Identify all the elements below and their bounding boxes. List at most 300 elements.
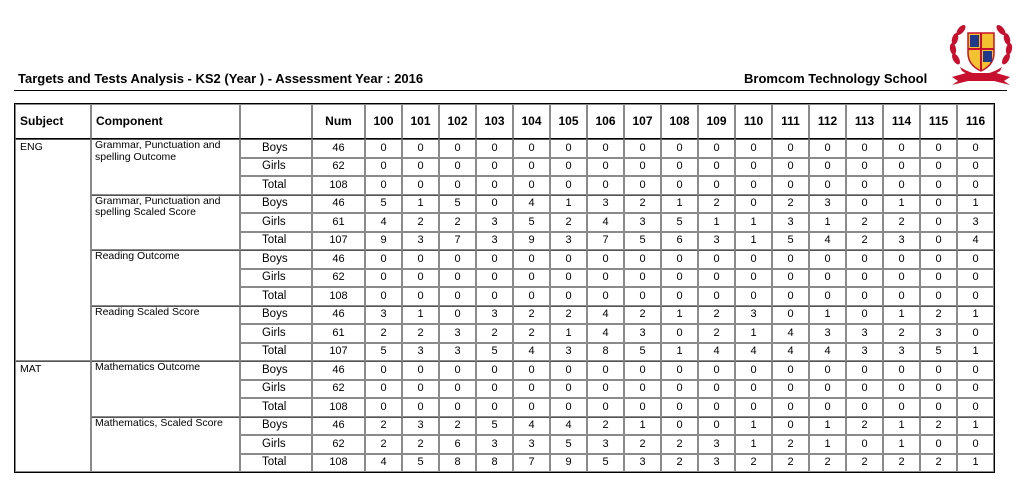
score-cell: 0 xyxy=(624,250,661,269)
score-cell: 1 xyxy=(661,306,698,325)
score-cell: 2 xyxy=(365,417,402,436)
score-cell: 0 xyxy=(698,287,735,306)
score-cell: 0 xyxy=(772,398,809,417)
score-cell: 0 xyxy=(957,250,994,269)
score-cell: 0 xyxy=(846,250,883,269)
score-cell: 3 xyxy=(698,435,735,454)
score-cell: 0 xyxy=(624,287,661,306)
score-cell: 0 xyxy=(735,195,772,214)
score-cell: 0 xyxy=(661,287,698,306)
score-cell: 2 xyxy=(883,454,920,473)
score-cell: 0 xyxy=(661,417,698,436)
score-cell: 2 xyxy=(920,454,957,473)
score-cell: 3 xyxy=(624,454,661,473)
score-cell: 0 xyxy=(772,306,809,325)
score-cell: 0 xyxy=(624,361,661,380)
score-cell: 0 xyxy=(772,176,809,195)
score-cell: 0 xyxy=(735,158,772,177)
score-cell: 3 xyxy=(624,324,661,343)
score-cell: 0 xyxy=(439,380,476,399)
num-cell: 61 xyxy=(312,213,365,232)
score-cell: 2 xyxy=(698,306,735,325)
score-cell: 4 xyxy=(772,343,809,362)
group-label-cell: Girls xyxy=(240,213,312,232)
score-cell: 0 xyxy=(587,287,624,306)
score-cell: 0 xyxy=(846,380,883,399)
score-cell: 0 xyxy=(809,361,846,380)
score-cell: 3 xyxy=(809,195,846,214)
score-cell: 4 xyxy=(809,343,846,362)
score-cell: 3 xyxy=(476,306,513,325)
table-row xyxy=(15,417,994,436)
column-header xyxy=(240,104,312,139)
score-cell: 3 xyxy=(698,454,735,473)
score-cell: 0 xyxy=(920,139,957,158)
score-cell: 2 xyxy=(587,417,624,436)
score-cell: 5 xyxy=(365,343,402,362)
score-cell: 0 xyxy=(883,269,920,288)
school-crest-icon xyxy=(946,15,1016,87)
score-cell: 0 xyxy=(698,398,735,417)
score-cell: 2 xyxy=(846,417,883,436)
score-cell: 1 xyxy=(661,195,698,214)
score-cell: 3 xyxy=(883,343,920,362)
group-label-cell: Girls xyxy=(240,158,312,177)
score-cell: 2 xyxy=(476,324,513,343)
score-cell: 0 xyxy=(957,324,994,343)
score-cell: 0 xyxy=(402,269,439,288)
score-cell: 0 xyxy=(698,417,735,436)
score-cell: 8 xyxy=(476,454,513,473)
score-cell: 4 xyxy=(513,195,550,214)
score-cell: 4 xyxy=(587,324,624,343)
score-cell: 0 xyxy=(846,269,883,288)
column-header: 114 xyxy=(883,104,920,139)
score-cell: 0 xyxy=(513,361,550,380)
score-cell: 0 xyxy=(624,398,661,417)
score-cell: 0 xyxy=(883,361,920,380)
column-header: 101 xyxy=(402,104,439,139)
score-cell: 0 xyxy=(846,287,883,306)
score-cell: 1 xyxy=(809,213,846,232)
score-cell: 0 xyxy=(402,176,439,195)
component-cell: Grammar, Punctuation and spelling Scaled Score xyxy=(91,195,240,251)
score-cell: 2 xyxy=(883,213,920,232)
score-cell: 3 xyxy=(439,343,476,362)
score-cell: 4 xyxy=(587,306,624,325)
score-cell: 0 xyxy=(513,250,550,269)
score-cell: 1 xyxy=(550,195,587,214)
score-cell: 5 xyxy=(772,232,809,251)
score-cell: 0 xyxy=(365,398,402,417)
score-cell: 0 xyxy=(624,158,661,177)
score-cell: 0 xyxy=(402,361,439,380)
score-cell: 0 xyxy=(550,361,587,380)
score-cell: 4 xyxy=(513,417,550,436)
score-cell: 0 xyxy=(587,361,624,380)
group-label-cell: Boys xyxy=(240,417,312,436)
group-label-cell: Boys xyxy=(240,139,312,158)
score-cell: 0 xyxy=(698,380,735,399)
score-cell: 0 xyxy=(883,380,920,399)
table-row xyxy=(15,139,994,158)
score-cell: 0 xyxy=(587,269,624,288)
score-cell: 0 xyxy=(661,250,698,269)
score-cell: 8 xyxy=(587,343,624,362)
score-cell: 0 xyxy=(661,361,698,380)
score-cell: 9 xyxy=(513,232,550,251)
component-cell: Reading Outcome xyxy=(91,250,240,306)
score-cell: 0 xyxy=(809,380,846,399)
score-cell: 2 xyxy=(513,306,550,325)
score-cell: 2 xyxy=(624,195,661,214)
score-cell: 2 xyxy=(846,213,883,232)
group-label-cell: Total xyxy=(240,343,312,362)
score-cell: 0 xyxy=(846,306,883,325)
score-cell: 1 xyxy=(735,435,772,454)
group-label-cell: Total xyxy=(240,454,312,473)
score-cell: 0 xyxy=(402,380,439,399)
column-header: 116 xyxy=(957,104,994,139)
score-cell: 0 xyxy=(698,176,735,195)
score-cell: 6 xyxy=(661,232,698,251)
score-cell: 1 xyxy=(883,306,920,325)
score-cell: 3 xyxy=(735,306,772,325)
score-cell: 0 xyxy=(587,176,624,195)
score-cell: 5 xyxy=(513,213,550,232)
score-cell: 0 xyxy=(550,139,587,158)
score-cell: 4 xyxy=(550,417,587,436)
score-cell: 0 xyxy=(846,361,883,380)
score-cell: 0 xyxy=(735,250,772,269)
score-cell: 0 xyxy=(513,139,550,158)
score-cell: 0 xyxy=(772,250,809,269)
score-cell: 9 xyxy=(550,454,587,473)
score-cell: 0 xyxy=(513,398,550,417)
score-cell: 0 xyxy=(624,139,661,158)
score-cell: 0 xyxy=(772,361,809,380)
score-cell: 2 xyxy=(439,417,476,436)
score-cell: 0 xyxy=(439,139,476,158)
score-cell: 0 xyxy=(920,250,957,269)
score-cell: 1 xyxy=(809,306,846,325)
score-cell: 0 xyxy=(550,250,587,269)
score-cell: 5 xyxy=(920,343,957,362)
score-cell: 0 xyxy=(587,380,624,399)
score-cell: 0 xyxy=(513,380,550,399)
score-cell: 0 xyxy=(550,176,587,195)
table-row xyxy=(15,306,994,325)
score-cell: 0 xyxy=(883,398,920,417)
score-cell: 0 xyxy=(624,176,661,195)
table-body xyxy=(15,139,994,472)
score-cell: 4 xyxy=(365,213,402,232)
score-cell: 0 xyxy=(772,139,809,158)
score-cell: 0 xyxy=(476,158,513,177)
score-cell: 0 xyxy=(365,361,402,380)
score-cell: 3 xyxy=(513,435,550,454)
score-cell: 1 xyxy=(809,417,846,436)
score-cell: 3 xyxy=(920,324,957,343)
score-cell: 0 xyxy=(920,158,957,177)
score-cell: 7 xyxy=(439,232,476,251)
score-cell: 0 xyxy=(809,269,846,288)
score-cell: 2 xyxy=(920,417,957,436)
score-cell: 0 xyxy=(513,158,550,177)
score-cell: 0 xyxy=(402,398,439,417)
score-cell: 0 xyxy=(957,287,994,306)
score-cell: 3 xyxy=(587,435,624,454)
score-cell: 5 xyxy=(402,454,439,473)
score-cell: 0 xyxy=(476,380,513,399)
subject-cell: MAT xyxy=(15,361,91,472)
score-cell: 3 xyxy=(957,213,994,232)
score-cell: 5 xyxy=(624,343,661,362)
score-cell: 2 xyxy=(735,454,772,473)
score-cell: 5 xyxy=(476,417,513,436)
score-cell: 7 xyxy=(587,232,624,251)
score-cell: 3 xyxy=(476,232,513,251)
subject-cell: ENG xyxy=(15,139,91,361)
score-cell: 2 xyxy=(661,454,698,473)
table-row xyxy=(15,195,994,214)
score-cell: 5 xyxy=(624,232,661,251)
component-cell: Mathematics, Scaled Score xyxy=(91,417,240,473)
score-cell: 0 xyxy=(476,269,513,288)
score-cell: 0 xyxy=(365,269,402,288)
column-header: 104 xyxy=(513,104,550,139)
score-cell: 0 xyxy=(661,380,698,399)
score-cell: 0 xyxy=(735,380,772,399)
score-cell: 0 xyxy=(476,361,513,380)
score-cell: 0 xyxy=(587,398,624,417)
score-cell: 0 xyxy=(698,250,735,269)
num-cell: 108 xyxy=(312,398,365,417)
score-cell: 3 xyxy=(846,343,883,362)
component-cell: Mathematics Outcome xyxy=(91,361,240,417)
score-cell: 2 xyxy=(698,324,735,343)
score-cell: 0 xyxy=(920,232,957,251)
score-cell: 0 xyxy=(846,176,883,195)
score-cell: 0 xyxy=(772,158,809,177)
column-header: 107 xyxy=(624,104,661,139)
column-header: 100 xyxy=(365,104,402,139)
score-cell: 1 xyxy=(957,306,994,325)
score-cell: 0 xyxy=(698,269,735,288)
score-cell: 4 xyxy=(735,343,772,362)
score-cell: 3 xyxy=(550,343,587,362)
score-cell: 3 xyxy=(624,213,661,232)
header-rule xyxy=(14,90,1007,91)
score-cell: 0 xyxy=(365,380,402,399)
score-cell: 1 xyxy=(735,213,772,232)
score-cell: 0 xyxy=(809,287,846,306)
score-cell: 0 xyxy=(661,176,698,195)
group-label-cell: Total xyxy=(240,232,312,251)
score-cell: 0 xyxy=(402,158,439,177)
score-cell: 3 xyxy=(883,232,920,251)
group-label-cell: Boys xyxy=(240,195,312,214)
score-cell: 0 xyxy=(735,287,772,306)
score-cell: 1 xyxy=(957,454,994,473)
score-cell: 2 xyxy=(402,213,439,232)
score-cell: 0 xyxy=(735,361,772,380)
num-cell: 62 xyxy=(312,158,365,177)
score-cell: 2 xyxy=(661,435,698,454)
score-cell: 2 xyxy=(365,435,402,454)
num-cell: 46 xyxy=(312,250,365,269)
score-cell: 2 xyxy=(439,213,476,232)
score-cell: 0 xyxy=(772,287,809,306)
component-cell: Grammar, Punctuation and spelling Outcome xyxy=(91,139,240,195)
score-cell: 0 xyxy=(698,361,735,380)
score-cell: 2 xyxy=(920,306,957,325)
score-cell: 0 xyxy=(550,380,587,399)
score-cell: 5 xyxy=(550,435,587,454)
score-cell: 0 xyxy=(809,176,846,195)
score-cell: 0 xyxy=(920,380,957,399)
score-cell: 0 xyxy=(476,139,513,158)
num-cell: 62 xyxy=(312,435,365,454)
score-cell: 3 xyxy=(772,213,809,232)
num-cell: 62 xyxy=(312,380,365,399)
score-cell: 0 xyxy=(883,176,920,195)
score-cell: 4 xyxy=(772,324,809,343)
score-cell: 5 xyxy=(587,454,624,473)
score-cell: 0 xyxy=(365,158,402,177)
score-cell: 2 xyxy=(402,324,439,343)
group-label-cell: Boys xyxy=(240,306,312,325)
score-cell: 0 xyxy=(476,287,513,306)
score-cell: 6 xyxy=(439,435,476,454)
score-cell: 0 xyxy=(661,158,698,177)
score-cell: 3 xyxy=(476,435,513,454)
score-cell: 1 xyxy=(957,417,994,436)
group-label-cell: Boys xyxy=(240,250,312,269)
score-cell: 1 xyxy=(809,435,846,454)
score-cell: 5 xyxy=(365,195,402,214)
num-cell: 108 xyxy=(312,454,365,473)
score-cell: 0 xyxy=(661,398,698,417)
score-cell: 2 xyxy=(846,232,883,251)
score-cell: 9 xyxy=(365,232,402,251)
score-cell: 0 xyxy=(698,158,735,177)
score-cell: 0 xyxy=(439,250,476,269)
score-cell: 3 xyxy=(476,213,513,232)
column-header: Num xyxy=(312,104,365,139)
score-cell: 1 xyxy=(624,417,661,436)
score-cell: 2 xyxy=(809,454,846,473)
score-cell: 0 xyxy=(809,398,846,417)
column-header: Component xyxy=(91,104,240,139)
num-cell: 46 xyxy=(312,417,365,436)
score-cell: 5 xyxy=(661,213,698,232)
score-cell: 1 xyxy=(735,232,772,251)
score-cell: 0 xyxy=(513,176,550,195)
score-cell: 0 xyxy=(402,139,439,158)
group-label-cell: Total xyxy=(240,287,312,306)
score-cell: 4 xyxy=(587,213,624,232)
num-cell: 108 xyxy=(312,176,365,195)
report-title: Targets and Tests Analysis - KS2 (Year ) - Assessment Year : 2016 xyxy=(18,71,424,86)
score-cell: 2 xyxy=(698,195,735,214)
num-cell: 62 xyxy=(312,269,365,288)
school-name: Bromcom Technology School xyxy=(744,71,928,86)
group-label-cell: Girls xyxy=(240,269,312,288)
column-header: 108 xyxy=(661,104,698,139)
score-cell: 0 xyxy=(772,380,809,399)
score-cell: 2 xyxy=(550,213,587,232)
score-cell: 3 xyxy=(846,324,883,343)
score-cell: 0 xyxy=(920,361,957,380)
score-cell: 3 xyxy=(698,232,735,251)
score-cell: 0 xyxy=(587,158,624,177)
num-cell: 61 xyxy=(312,324,365,343)
score-cell: 1 xyxy=(402,195,439,214)
score-cell: 4 xyxy=(809,232,846,251)
score-cell: 0 xyxy=(439,398,476,417)
num-cell: 46 xyxy=(312,195,365,214)
num-cell: 107 xyxy=(312,232,365,251)
score-cell: 0 xyxy=(809,250,846,269)
score-cell: 0 xyxy=(550,158,587,177)
score-cell: 0 xyxy=(735,269,772,288)
score-cell: 3 xyxy=(587,195,624,214)
score-cell: 0 xyxy=(513,287,550,306)
score-cell: 0 xyxy=(846,435,883,454)
score-cell: 0 xyxy=(661,269,698,288)
score-cell: 0 xyxy=(920,195,957,214)
score-cell: 3 xyxy=(402,232,439,251)
score-cell: 1 xyxy=(883,195,920,214)
score-cell: 1 xyxy=(735,324,772,343)
score-cell: 3 xyxy=(439,324,476,343)
score-cell: 0 xyxy=(550,398,587,417)
score-cell: 4 xyxy=(957,232,994,251)
assessment-table xyxy=(14,103,995,473)
score-cell: 0 xyxy=(365,287,402,306)
score-cell: 2 xyxy=(883,324,920,343)
score-cell: 0 xyxy=(439,361,476,380)
score-cell: 2 xyxy=(624,435,661,454)
column-header: Subject xyxy=(15,104,91,139)
score-cell: 0 xyxy=(957,158,994,177)
score-cell: 2 xyxy=(365,324,402,343)
score-cell: 0 xyxy=(735,398,772,417)
score-cell: 0 xyxy=(698,139,735,158)
score-cell: 0 xyxy=(365,176,402,195)
score-cell: 0 xyxy=(809,158,846,177)
score-cell: 2 xyxy=(624,306,661,325)
group-label-cell: Girls xyxy=(240,324,312,343)
score-cell: 0 xyxy=(439,269,476,288)
group-label-cell: Boys xyxy=(240,361,312,380)
score-cell: 2 xyxy=(772,195,809,214)
score-cell: 0 xyxy=(587,250,624,269)
num-cell: 46 xyxy=(312,361,365,380)
score-cell: 0 xyxy=(365,139,402,158)
score-cell: 8 xyxy=(439,454,476,473)
score-cell: 0 xyxy=(402,287,439,306)
score-cell: 0 xyxy=(957,269,994,288)
score-cell: 7 xyxy=(513,454,550,473)
score-cell: 0 xyxy=(957,380,994,399)
score-cell: 0 xyxy=(772,269,809,288)
score-cell: 0 xyxy=(846,398,883,417)
score-cell: 0 xyxy=(883,139,920,158)
score-cell: 3 xyxy=(402,417,439,436)
score-cell: 0 xyxy=(957,435,994,454)
